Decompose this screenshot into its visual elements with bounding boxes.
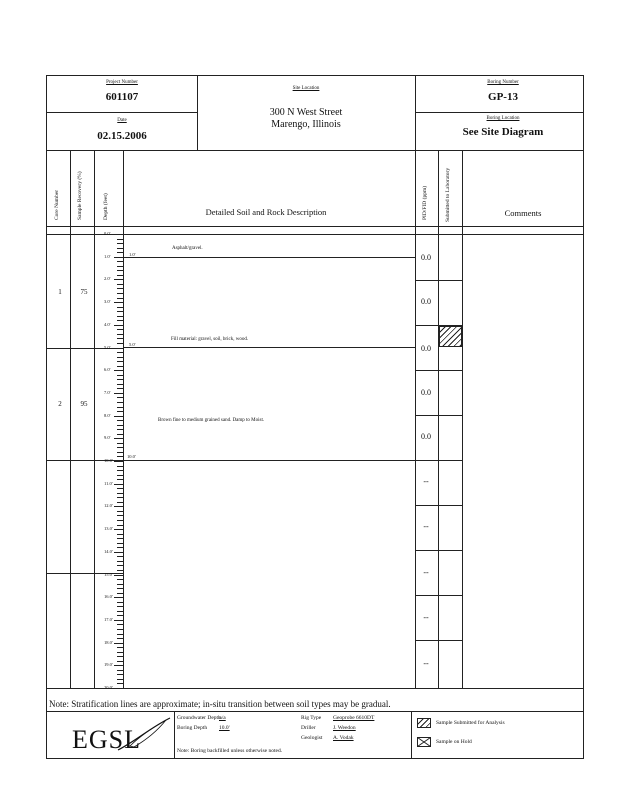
date-label: Date — [117, 118, 127, 123]
boring-depth-value: 10.0' — [219, 725, 230, 731]
depth-minor-tick — [117, 411, 123, 412]
project-number: 601107 — [105, 91, 139, 103]
depth-label: 12.0' — [104, 503, 113, 508]
depth-minor-tick — [117, 511, 123, 512]
pid-reading: -- — [423, 522, 429, 531]
col-core-number: Core Number — [54, 189, 60, 220]
pid-reading: 0.0 — [421, 432, 431, 441]
depth-major-tick — [114, 484, 123, 485]
header-divider — [197, 75, 198, 150]
depth-major-tick — [114, 393, 123, 394]
depth-minor-tick — [117, 375, 123, 376]
core-1-number: 1 — [58, 288, 62, 296]
core-1-recovery: 75 — [80, 288, 88, 296]
header-divider — [46, 150, 584, 151]
pid-reading: 0.0 — [421, 297, 431, 306]
depth-minor-tick — [117, 556, 123, 557]
boring-location: See Site Diagram — [462, 126, 544, 138]
depth-minor-tick — [117, 615, 123, 616]
depth-minor-tick — [117, 352, 123, 353]
pid-row-divider — [415, 460, 462, 461]
column-header-bottom — [46, 226, 584, 227]
depth-minor-tick — [117, 329, 123, 330]
site-address-line2: Marengo, Illinois — [271, 119, 341, 130]
pid-reading: 0.0 — [421, 344, 431, 353]
pid-reading: -- — [423, 659, 429, 668]
depth-minor-tick — [117, 606, 123, 607]
depth-label: 6.0' — [104, 367, 111, 372]
depth-minor-tick — [117, 638, 123, 639]
depth-label: 18.0' — [104, 640, 113, 645]
depth-label: 1.0' — [104, 254, 111, 259]
depth-major-tick — [114, 438, 123, 439]
depth-minor-tick — [117, 243, 123, 244]
depth-minor-tick — [117, 311, 123, 312]
pid-reading: 0.0 — [421, 253, 431, 262]
depth-label: 0.0' — [104, 231, 111, 236]
depth-minor-tick — [117, 570, 123, 571]
depth-minor-tick — [117, 397, 123, 398]
depth-minor-tick — [117, 447, 123, 448]
depth-minor-tick — [117, 584, 123, 585]
col-description: Detailed Soil and Rock Description — [205, 207, 327, 217]
depth-minor-tick — [117, 252, 123, 253]
geologist-label: Geologist — [301, 735, 323, 741]
depth-minor-tick — [117, 456, 123, 457]
depth-minor-tick — [117, 502, 123, 503]
depth-minor-tick — [117, 388, 123, 389]
depth-label: 16.0' — [104, 594, 113, 599]
pid-row-divider — [415, 640, 462, 641]
depth-minor-tick — [117, 652, 123, 653]
header-divider — [46, 112, 197, 113]
groundwater-label: Groundwater Depth — [177, 715, 221, 721]
geologist-value: A. Vodak — [333, 735, 354, 741]
stratum-depth-label: 5.0' — [129, 342, 136, 347]
depth-minor-tick — [117, 270, 123, 271]
submitted-sample-hatch — [439, 326, 462, 347]
depth-minor-tick — [117, 284, 123, 285]
boring-number-label: Boring Number — [487, 80, 519, 85]
depth-major-tick — [114, 461, 123, 462]
boring-location-label: Boring Location — [486, 116, 520, 121]
depth-minor-tick — [117, 420, 123, 421]
legend-submitted-icon — [417, 718, 431, 728]
column-divider — [94, 150, 95, 688]
column-divider — [438, 150, 439, 688]
depth-minor-tick — [117, 443, 123, 444]
depth-minor-tick — [117, 298, 123, 299]
depth-minor-tick — [117, 466, 123, 467]
depth-major-tick — [114, 529, 123, 530]
groundwater-value: n/a — [219, 715, 226, 721]
depth-minor-tick — [117, 479, 123, 480]
stratification-note: Note: Stratification lines are approximate; in-situ transition between soil types may be gradual. — [49, 699, 391, 709]
depth-minor-tick — [117, 338, 123, 339]
depth-minor-tick — [117, 434, 123, 435]
depth-minor-tick — [117, 579, 123, 580]
header-divider — [415, 112, 584, 113]
rig-type-label: Rig Type — [301, 715, 322, 721]
boring-number: GP-13 — [488, 91, 518, 103]
depth-minor-tick — [117, 293, 123, 294]
depth-minor-tick — [117, 656, 123, 657]
depth-minor-tick — [117, 402, 123, 403]
pid-row-divider — [415, 595, 462, 596]
depth-major-tick — [114, 506, 123, 507]
column-divider — [70, 150, 71, 688]
depth-minor-tick — [117, 425, 123, 426]
footer-divider — [174, 711, 175, 759]
pid-reading: -- — [423, 568, 429, 577]
depth-label: 17.0' — [104, 617, 113, 622]
depth-minor-tick — [117, 316, 123, 317]
depth-minor-tick — [117, 366, 123, 367]
depth-major-tick — [114, 620, 123, 621]
depth-minor-tick — [117, 525, 123, 526]
depth-minor-tick — [117, 520, 123, 521]
stratum-boundary — [123, 257, 415, 258]
depth-minor-tick — [117, 288, 123, 289]
depth-minor-tick — [117, 429, 123, 430]
depth-minor-tick — [117, 470, 123, 471]
depth-minor-tick — [117, 334, 123, 335]
pid-row-divider — [415, 370, 462, 371]
depth-minor-tick — [117, 384, 123, 385]
note-bottom-line — [46, 711, 584, 712]
depth-major-tick — [114, 416, 123, 417]
depth-label: 11.0' — [104, 481, 113, 486]
footer-divider — [411, 711, 412, 759]
depth-minor-tick — [117, 624, 123, 625]
legend-hold-label: Sample on Hold — [436, 739, 472, 745]
depth-minor-tick — [117, 407, 123, 408]
depth-major-tick — [114, 643, 123, 644]
col-sample-recovery: Sample Recovery (%) — [77, 171, 83, 220]
stratum-description: Asphalt/gravel. — [172, 246, 203, 251]
logo-feather-icon — [116, 716, 172, 752]
depth-minor-tick — [117, 497, 123, 498]
depth-major-tick — [114, 257, 123, 258]
depth-label: 15.0' — [104, 572, 113, 577]
site-address-line1: 300 N West Street — [269, 107, 343, 118]
depth-major-tick — [114, 279, 123, 280]
depth-minor-tick — [117, 543, 123, 544]
depth-minor-tick — [117, 320, 123, 321]
depth-major-tick — [114, 348, 123, 349]
depth-minor-tick — [117, 239, 123, 240]
depth-label: 5.0' — [104, 345, 111, 350]
depth-label: 3.0' — [104, 299, 111, 304]
stratum-depth-label: 1.0' — [129, 252, 136, 257]
depth-minor-tick — [117, 670, 123, 671]
depth-major-tick — [114, 234, 123, 235]
depth-minor-tick — [117, 611, 123, 612]
depth-label: 10.0' — [104, 458, 113, 463]
depth-minor-tick — [117, 261, 123, 262]
driller-label: Driller — [301, 725, 316, 731]
depth-label: 2.0' — [104, 276, 111, 281]
depth-minor-tick — [117, 379, 123, 380]
depth-minor-tick — [117, 493, 123, 494]
depth-minor-tick — [117, 588, 123, 589]
depth-major-tick — [114, 575, 123, 576]
depth-label: 4.0' — [104, 322, 111, 327]
depth-minor-tick — [117, 661, 123, 662]
stratum-boundary — [123, 347, 415, 348]
pid-reading: -- — [423, 477, 429, 486]
depth-minor-tick — [117, 343, 123, 344]
depth-minor-tick — [117, 515, 123, 516]
note-top-line — [46, 688, 584, 689]
depth-minor-tick — [117, 248, 123, 249]
depth-minor-tick — [117, 361, 123, 362]
depth-label: 13.0' — [104, 526, 113, 531]
col-pid: PID/FID (ppm) — [422, 185, 428, 220]
pid-row-divider — [415, 415, 462, 416]
depth-minor-tick — [117, 683, 123, 684]
col-comments: Comments — [504, 208, 542, 218]
depth-minor-tick — [117, 561, 123, 562]
stratum-description: Fill material: gravel, soil, brick, wood. — [171, 337, 249, 342]
boring-depth-label: Boring Depth — [177, 725, 208, 731]
depth-label: 8.0' — [104, 413, 111, 418]
pid-reading: 0.0 — [421, 388, 431, 397]
pid-reading: -- — [423, 613, 429, 622]
depth-minor-tick — [117, 475, 123, 476]
legend-hold-icon — [417, 737, 431, 747]
col-submitted: Submitted to Laboratory — [445, 167, 451, 222]
depth-label: 19.0' — [104, 662, 113, 667]
depth-minor-tick — [117, 266, 123, 267]
depth-major-tick — [114, 325, 123, 326]
core-2-recovery: 95 — [80, 400, 88, 408]
site-location-label: Site Location — [292, 86, 320, 91]
backfill-note: Note: Boring backfilled unless otherwise noted. — [177, 748, 283, 754]
depth-major-tick — [114, 370, 123, 371]
depth-minor-tick — [117, 565, 123, 566]
project-number-label: Project Number — [106, 80, 138, 85]
depth-minor-tick — [117, 538, 123, 539]
column-divider — [123, 150, 124, 688]
core-2-number: 2 — [58, 400, 62, 408]
pid-row-divider — [415, 550, 462, 551]
depth-minor-tick — [117, 647, 123, 648]
depth-major-tick — [114, 552, 123, 553]
stratum-depth-label: 10.0' — [127, 454, 136, 459]
rig-type-value: Geoprobe 6610DT — [333, 715, 375, 721]
depth-minor-tick — [117, 679, 123, 680]
col-depth: Depth (feet) — [103, 193, 109, 220]
stratum-description: Brown fine to medium grained sand. Damp to Moist. — [158, 418, 265, 423]
depth-minor-tick — [117, 674, 123, 675]
depth-minor-tick — [117, 452, 123, 453]
depth-minor-tick — [117, 547, 123, 548]
depth-minor-tick — [117, 357, 123, 358]
depth-minor-tick — [117, 602, 123, 603]
legend-submitted-label: Sample Submitted for Analysis — [436, 720, 505, 726]
depth-major-tick — [114, 597, 123, 598]
depth-minor-tick — [117, 488, 123, 489]
depth-minor-tick — [117, 593, 123, 594]
driller-value: J. Weedon — [333, 725, 356, 731]
depth-label: 7.0' — [104, 390, 111, 395]
log-border — [46, 75, 584, 759]
depth-minor-tick — [117, 629, 123, 630]
depth-minor-tick — [117, 307, 123, 308]
depth-minor-tick — [117, 534, 123, 535]
depth-minor-tick — [117, 275, 123, 276]
depth-minor-tick — [117, 634, 123, 635]
depth-major-tick — [114, 665, 123, 666]
depth-major-tick — [114, 302, 123, 303]
column-divider — [415, 150, 416, 688]
column-divider — [462, 150, 463, 688]
stratum-boundary — [123, 460, 415, 461]
pid-row-divider — [415, 280, 462, 281]
date-value: 02.15.2006 — [97, 130, 147, 142]
egsl-logo: EGSL — [72, 725, 141, 754]
pid-row-divider — [415, 505, 462, 506]
depth-label: 9.0' — [104, 435, 111, 440]
depth-label: 14.0' — [104, 549, 113, 554]
